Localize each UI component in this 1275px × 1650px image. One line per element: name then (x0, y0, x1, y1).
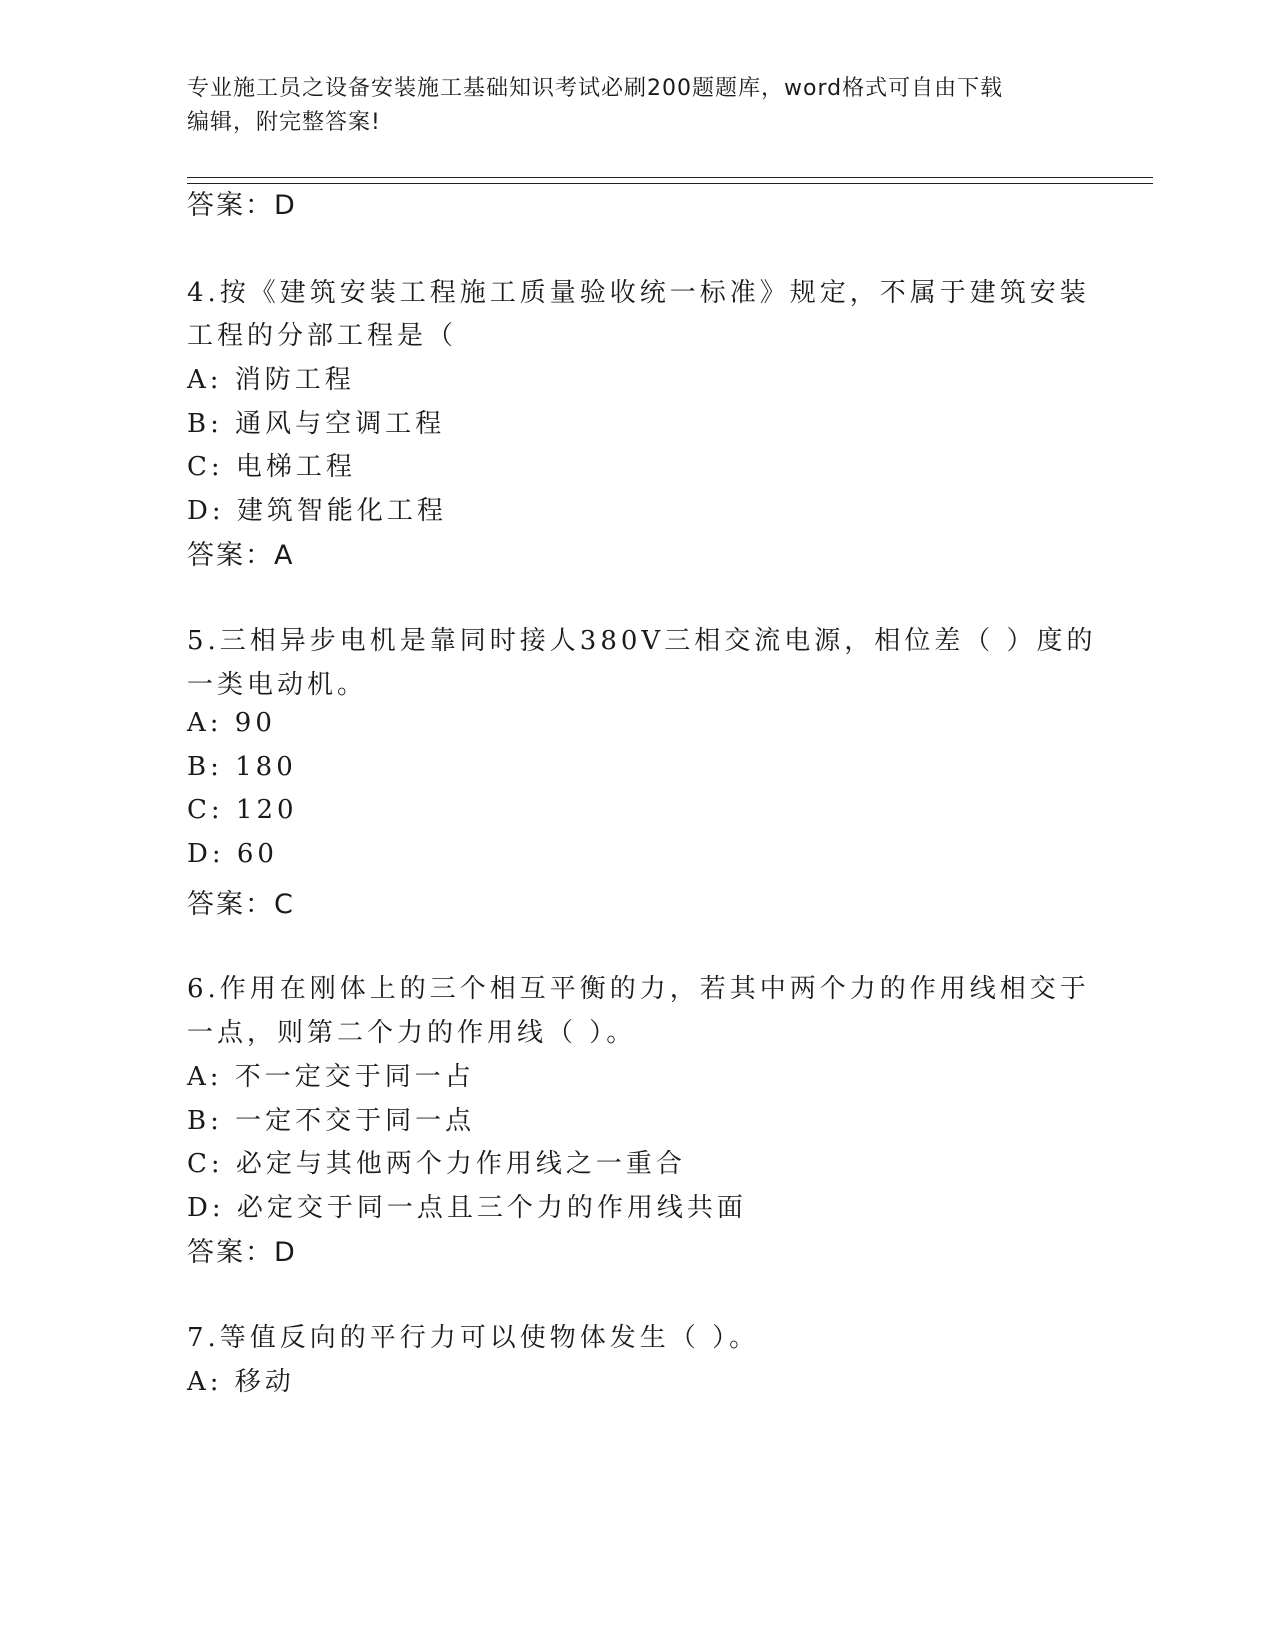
question-6-option-a: A: 不一定交于同一占 (187, 1062, 475, 1092)
header-divider-top (187, 177, 1153, 178)
question-6-answer: 答案：D (187, 1237, 297, 1268)
question-7-stem-line-1: 7.等值反向的平行力可以使物体发生（ ）。 (187, 1323, 760, 1353)
question-5-stem-line-2: 一类电动机。 (187, 670, 368, 700)
question-6-stem-line-2: 一点，则第二个力的作用线（ ）。 (187, 1018, 637, 1048)
question-7-option-a: A: 移动 (187, 1367, 295, 1397)
question-5-answer: 答案：C (187, 889, 295, 920)
header-divider-bottom (187, 183, 1153, 184)
question-6-stem-line-1: 6.作用在刚体上的三个相互平衡的力，若其中两个力的作用线相交于 (187, 974, 1090, 1004)
question-5-stem-line-1: 5.三相异步电机是靠同时接人380V三相交流电源，相位差（ ）度的 (187, 626, 1097, 656)
question-5-option-c: C: 120 (187, 795, 298, 825)
question-4-option-c: C: 电梯工程 (187, 452, 356, 482)
question-4-answer: 答案：A (187, 540, 295, 571)
question-4-option-b: B: 通风与空调工程 (187, 409, 446, 439)
question-5-option-a: A: 90 (187, 708, 276, 738)
question-4-stem-line-1: 4.按《建筑安装工程施工质量验收统一标准》规定，不属于建筑安装 (187, 278, 1090, 308)
header-title-line-1: 专业施工员之设备安装施工基础知识考试必刷200题题库，word格式可自由下载 (187, 76, 1004, 101)
question-6-option-c: C: 必定与其他两个力作用线之一重合 (187, 1149, 686, 1179)
question-4-option-a: A: 消防工程 (187, 365, 355, 395)
document-header (187, 72, 1067, 140)
previous-answer: 答案：D (187, 190, 297, 221)
question-6-option-d: D: 必定交于同一点且三个力的作用线共面 (187, 1193, 747, 1223)
question-6-option-b: B: 一定不交于同一点 (187, 1106, 476, 1136)
question-4-option-d: D: 建筑智能化工程 (187, 496, 447, 526)
question-5-option-b: B: 180 (187, 752, 297, 782)
question-4-stem-line-2: 工程的分部工程是（ (187, 321, 458, 351)
header-title-line-2: 编辑，附完整答案! (187, 110, 381, 135)
question-5-option-d: D: 60 (187, 839, 278, 869)
